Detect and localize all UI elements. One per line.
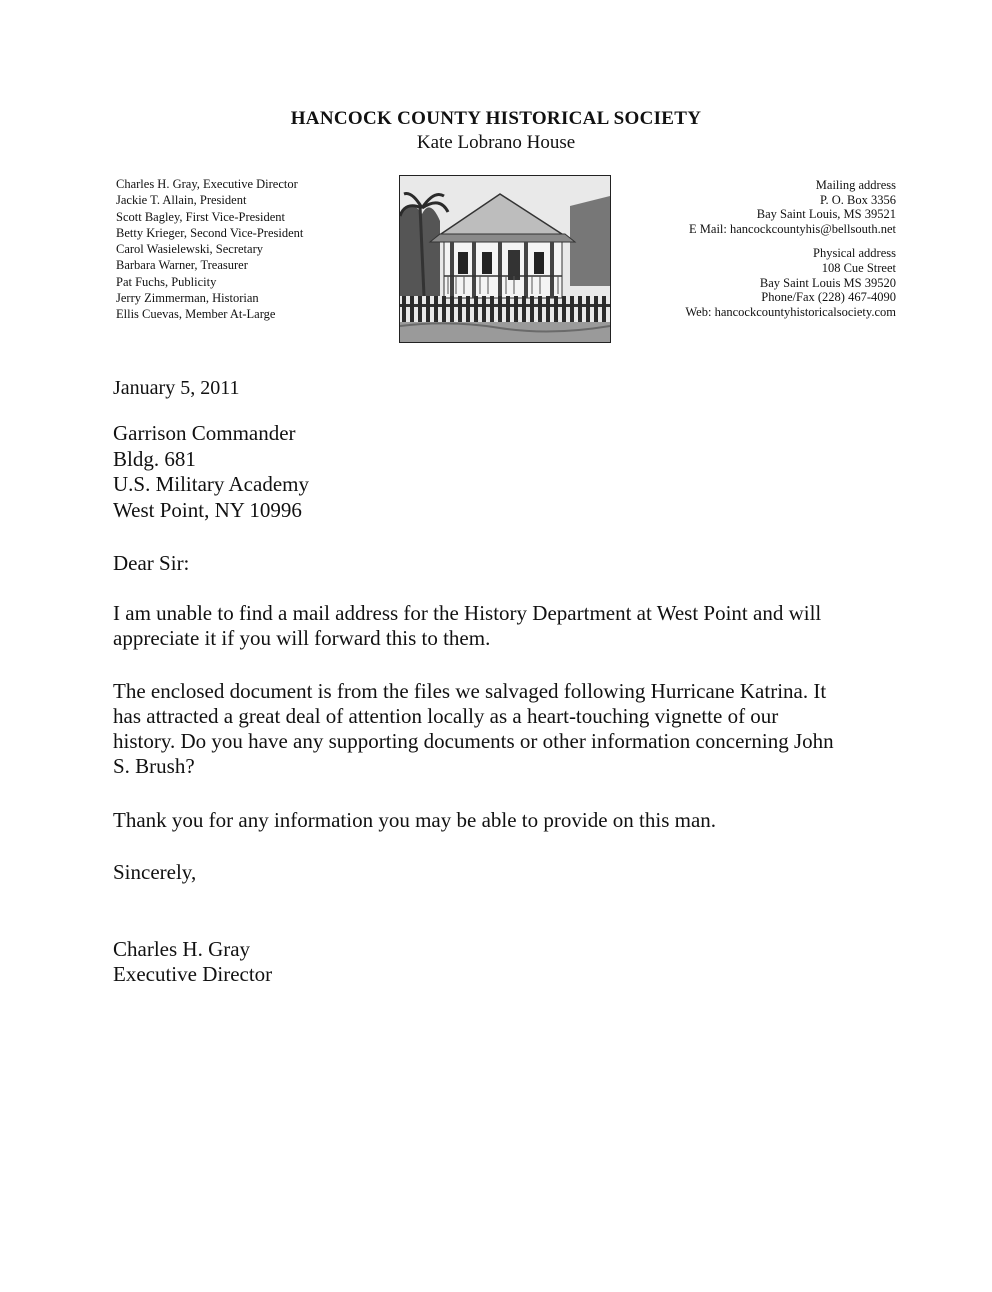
officer-line: Jackie T. Allain, President (116, 193, 247, 208)
recipient-line: Bldg. 681 (113, 446, 196, 471)
paragraph-1 (113, 601, 893, 651)
physical-city: Bay Saint Louis MS 39520 (759, 275, 896, 290)
recipient-line: Garrison Commander (113, 421, 296, 445)
physical-street: 108 Cue Street (821, 260, 896, 275)
officer-line: Carol Wasielewski, Secretary (116, 242, 263, 257)
officer-line: Scott Bagley, First Vice-President (116, 209, 286, 224)
officer-line: Jerry Zimmerman, Historian (116, 291, 259, 306)
paragraph-line: history. Do you have any supporting documents or other information concerning John (113, 729, 834, 753)
closing: Sincerely, (113, 860, 197, 884)
contact-block (606, 178, 896, 319)
web-line: Web: hancockcountyhistoricalsociety.com (685, 304, 896, 319)
officer-line: Barbara Warner, Treasurer (116, 258, 248, 273)
recipient-line: West Point, NY 10996 (113, 497, 302, 522)
paragraph-line: appreciate it if you will forward this to them. (113, 626, 491, 650)
paragraph-line: I am unable to find a mail address for the History Department at West Point and will (113, 601, 822, 625)
mailing-po-box: P. O. Box 3356 (819, 192, 896, 207)
organization-subtitle: Kate Lobrano House (416, 132, 576, 153)
organization-name: HANCOCK COUNTY HISTORICAL SOCIETY (290, 108, 702, 129)
paragraph-line: S. Brush? (113, 754, 195, 778)
mailing-city: Bay Saint Louis, MS 39521 (756, 207, 896, 222)
signer-name: Charles H. Gray (113, 937, 251, 961)
email-line: E Mail: hancockcountyhis@bellsouth.net (689, 221, 896, 236)
officer-line: Pat Fuchs, Publicity (116, 274, 217, 289)
officer-line: Charles H. Gray, Executive Director (116, 177, 298, 191)
physical-address-heading: Physical address (813, 246, 896, 261)
letter-date: January 5, 2011 (113, 377, 240, 399)
signer-title: Executive Director (113, 962, 273, 986)
recipient-line: U.S. Military Academy (113, 472, 309, 496)
paragraph-line: has attracted a great deal of attention locally as a heart-touching vignette of our (113, 704, 779, 728)
phone-fax-line: Phone/Fax (228) 467-4090 (761, 290, 896, 305)
paragraph-line: The enclosed document is from the files we salvaged following Hurricane Katrina. It (113, 679, 827, 703)
house-photo (399, 175, 611, 343)
recipient-address (113, 421, 309, 523)
mailing-address-heading: Mailing address (815, 178, 896, 192)
signature-block (113, 937, 272, 987)
paragraph-3: Thank you for any information you may be able to provide on this man. (113, 808, 717, 832)
officer-line: Ellis Cuevas, Member At-Large (116, 307, 276, 322)
officer-line: Betty Krieger, Second Vice-President (116, 225, 304, 240)
officers-list (116, 176, 303, 323)
paragraph-2 (113, 679, 893, 779)
salutation: Dear Sir: (113, 551, 190, 575)
